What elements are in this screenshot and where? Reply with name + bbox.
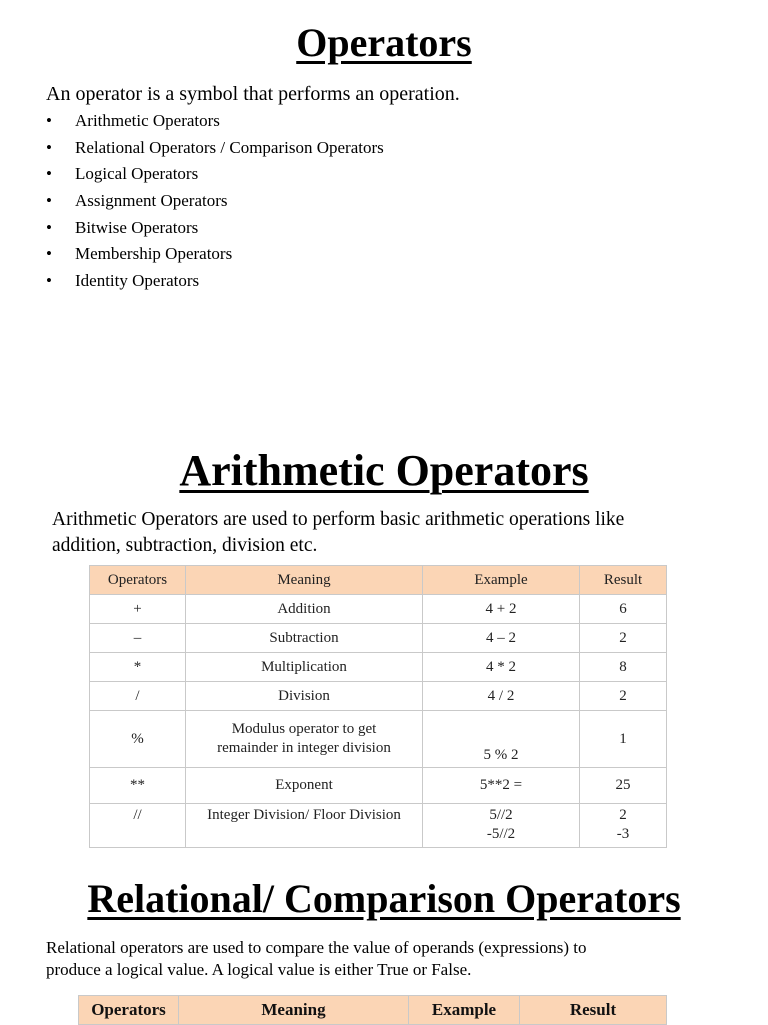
bullet-icon: • <box>46 111 52 130</box>
header-operators: Operators <box>79 996 179 1025</box>
header-example: Example <box>409 996 520 1025</box>
header-example: Example <box>423 566 580 595</box>
relational-table <box>78 995 667 1025</box>
table-row: + Addition 4 + 2 6 <box>90 595 667 624</box>
bullet-icon: • <box>46 217 52 237</box>
operator-types-list <box>46 108 384 295</box>
header-result: Result <box>580 566 667 595</box>
relational-title: Relational/ Comparison Operators <box>87 876 681 921</box>
list-item: • Identity Operators <box>46 268 384 295</box>
bullet-icon: • <box>46 191 52 211</box>
header-meaning: Meaning <box>186 566 423 595</box>
operators-intro: An operator is a symbol that performs an operation. <box>46 83 460 105</box>
arithmetic-table <box>89 565 667 848</box>
table-row: // Integer Division/ Floor Division 5//2 -5//2 2 -3 <box>90 804 667 848</box>
header-operators: Operators <box>90 566 186 595</box>
table-row: ** Exponent 5**2 = 25 <box>90 768 667 804</box>
list-item: • Bitwise Operators <box>46 215 384 242</box>
header-result: Result <box>520 996 667 1025</box>
table-header-row <box>90 566 667 595</box>
bullet-icon: • <box>46 137 52 157</box>
table-row: / Division 4 / 2 2 <box>90 682 667 711</box>
list-item: • Relational Operators / Comparison Operators <box>46 135 384 162</box>
arithmetic-intro: Arithmetic Operators are used to perform basic arithmetic operations like addition, subtraction, division etc. <box>52 509 625 556</box>
bullet-icon: • <box>46 271 52 291</box>
list-item: • Arithmetic Operators <box>46 108 384 135</box>
bullet-icon: • <box>46 244 52 264</box>
list-item: • Membership Operators <box>46 241 384 268</box>
bullet-icon: • <box>46 164 52 184</box>
table-row: * Multiplication 4 * 2 8 <box>90 653 667 682</box>
table-row: % Modulus operator to get remainder in integer division 5 % 2 1 <box>90 711 667 768</box>
operators-title: Operators <box>296 20 472 65</box>
table-row: – Subtraction 4 – 2 2 <box>90 624 667 653</box>
header-meaning: Meaning <box>179 996 409 1025</box>
table-header-row <box>79 996 667 1025</box>
arithmetic-title: Arithmetic Operators <box>179 446 589 495</box>
list-item: • Assignment Operators <box>46 188 384 215</box>
relational-intro: Relational operators are used to compare the value of operands (expressions) to produce a logical value. A logical value is either True or False. <box>46 938 587 979</box>
list-item: • Logical Operators <box>46 161 384 188</box>
